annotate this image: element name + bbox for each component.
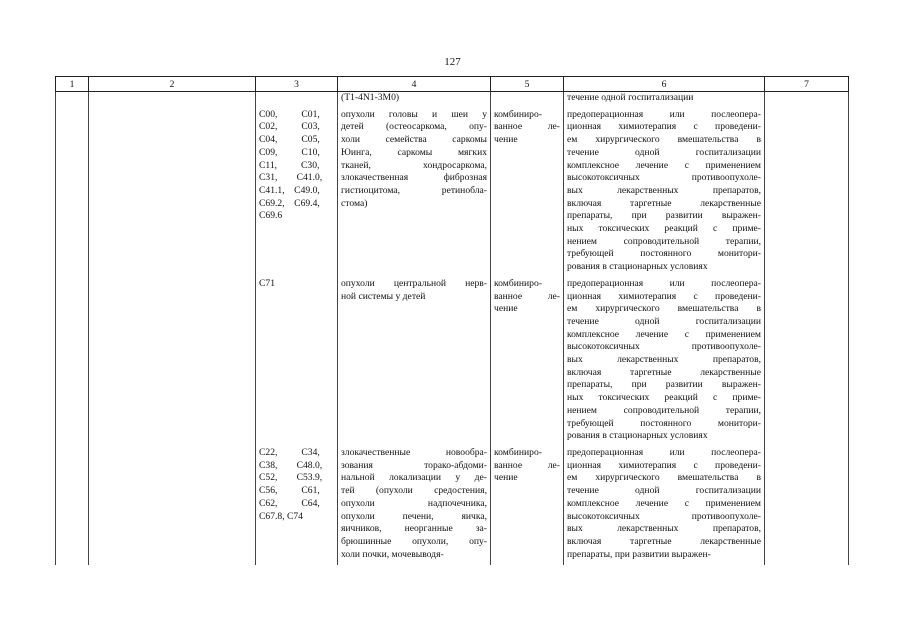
diagnosis-line: яичников, неорганные за- <box>341 523 487 535</box>
cell-col7 <box>765 447 849 565</box>
cell-col1 <box>56 92 89 109</box>
treatment-method-line: нением сопроводительной терапии, <box>567 404 761 416</box>
treatment-method-line: вых лекарственных препаратов, <box>567 184 761 196</box>
treatment-method-line: включая таргетные лекарственные <box>567 366 761 378</box>
cell-col2 <box>89 447 256 565</box>
treatment-method-line: включая таргетные лекарственные <box>567 197 761 209</box>
treatment-method-line: рования в стационарных условиях <box>567 430 708 442</box>
cell-col1 <box>56 278 89 447</box>
code-line: C56, C61, <box>259 485 320 497</box>
treatment-method-line: вых лекарственных препаратов, <box>567 354 761 366</box>
cell-codes <box>256 278 338 447</box>
treatment-method-line: комплексное лечение с применением <box>567 328 761 340</box>
treatment-method-line: нением сопроводительной терапии, <box>567 235 761 247</box>
table-row <box>56 278 849 447</box>
cell-treatment-method <box>564 278 765 447</box>
diagnosis-line: тканей, хондросаркома, <box>341 159 487 171</box>
cell-col1 <box>56 447 89 565</box>
column-number: 2 <box>89 77 256 92</box>
cell-treatment-method <box>564 92 765 109</box>
table-row <box>56 92 849 109</box>
cell-col2 <box>89 278 256 447</box>
column-number: 7 <box>765 77 849 92</box>
treatment-method-line: комплексное лечение с применением <box>567 497 761 509</box>
code-line: C11, C30, <box>259 159 320 171</box>
cell-col1 <box>56 109 89 278</box>
treatment-method-line: предоперационная или послеопера- <box>567 108 761 120</box>
treatment-method-line: течение одной госпитализации <box>567 92 694 103</box>
diagnosis-line: тей (опухоли средостения, <box>341 485 487 497</box>
treatment-type-line: чение <box>494 472 518 484</box>
diagnosis-line: ной системы у детей <box>341 290 426 302</box>
code-line: C22, C34, <box>259 446 320 458</box>
column-number: 6 <box>564 77 765 92</box>
cell-diagnosis <box>338 109 491 278</box>
table-row <box>56 447 849 565</box>
treatment-method-line: предоперационная или послеопера- <box>567 446 761 458</box>
column-number: 4 <box>338 77 491 92</box>
treatment-method-line: включая таргетные лекарственные <box>567 535 761 547</box>
cell-col7 <box>765 109 849 278</box>
treatment-method-line: рования в стационарных условиях <box>567 261 708 273</box>
treatment-method-line: высокотоксичных противоопухоле- <box>567 510 761 522</box>
treatment-method-line: ем хирургического вмешательства в <box>567 303 761 315</box>
treatment-type-line: ванное ле- <box>494 459 560 471</box>
treatment-method-line: ционная химиотерапия с проведени- <box>567 459 761 471</box>
treatment-method-line: вых лекарственных препаратов, <box>567 523 761 535</box>
cell-diagnosis <box>338 92 491 109</box>
cell-col7 <box>765 278 849 447</box>
cell-treatment-type <box>491 447 564 565</box>
cell-codes <box>256 92 338 109</box>
treatment-type-line: ванное ле- <box>494 121 560 133</box>
cell-treatment-type <box>491 92 564 109</box>
cell-diagnosis <box>338 278 491 447</box>
treatment-method-line: требующей постоянного монитори- <box>567 248 761 260</box>
diagnosis-line: детей (остеосаркома, опу- <box>341 121 487 133</box>
code-line: C02, C03, <box>259 121 320 133</box>
column-number: 3 <box>256 77 338 92</box>
treatment-method-line: течение одной госпитализации <box>567 485 761 497</box>
diagnosis-line: опухоли печени, яичка, <box>341 510 487 522</box>
treatment-method-line: ем хирургического вмешательства в <box>567 472 761 484</box>
diagnosis-line: опухоли центральной нерв- <box>341 277 487 289</box>
code-line: C41.1, C49.0, <box>259 184 320 196</box>
code-line: C04, C05, <box>259 134 320 146</box>
data-table <box>55 76 849 565</box>
column-number: 1 <box>56 77 89 92</box>
treatment-type-line: комбиниро- <box>494 277 542 289</box>
column-number: 5 <box>491 77 564 92</box>
treatment-method-line: ционная химиотерапия с проведени- <box>567 121 761 133</box>
code-line: C38, C48.0, <box>259 459 323 471</box>
diagnosis-line: зования торако-абдоми- <box>341 459 487 471</box>
diagnosis-line: (T1-4N1-3M0) <box>341 92 400 103</box>
treatment-method-line: препараты, при развитии выражен- <box>567 548 711 560</box>
cell-treatment-type <box>491 109 564 278</box>
code-line: C09, C10, <box>259 146 320 158</box>
diagnosis-line: холи почки, мочевыводя- <box>341 548 444 560</box>
page-number: 127 <box>444 56 461 68</box>
treatment-method-line: течение одной госпитализации <box>567 146 761 158</box>
treatment-method-line: комплексное лечение с применением <box>567 159 761 171</box>
code-line: C67.8, C74 <box>259 510 303 522</box>
treatment-method-line: течение одной госпитализации <box>567 315 761 327</box>
treatment-method-line: препараты, при развитии выражен- <box>567 210 761 222</box>
code-line: C00, C01, <box>259 108 320 120</box>
cell-col2 <box>89 109 256 278</box>
cell-treatment-type <box>491 278 564 447</box>
cell-diagnosis <box>338 447 491 565</box>
cell-codes <box>256 447 338 565</box>
code-line: C69.2, C69.4, <box>259 197 320 209</box>
treatment-type-line: комбиниро- <box>494 446 542 458</box>
code-line: C71 <box>259 277 275 289</box>
code-line: C52, C53.9, <box>259 472 323 484</box>
diagnosis-line: брюшинные опухоли, опу- <box>341 535 487 547</box>
diagnosis-line: Юинга, саркомы мягких <box>341 146 487 158</box>
treatment-type-line: чение <box>494 134 518 146</box>
treatment-method-line: ционная химиотерапия с проведени- <box>567 290 761 302</box>
treatment-method-line: высокотоксичных противоопухоле- <box>567 341 761 353</box>
diagnosis-line: злокачественная фиброзная <box>341 172 487 184</box>
cell-treatment-method <box>564 109 765 278</box>
column-number-row <box>56 77 849 92</box>
diagnosis-line: злокачественные новообра- <box>341 446 487 458</box>
treatment-method-line: ных токсических реакций с приме- <box>567 392 761 404</box>
cell-treatment-method <box>564 447 765 565</box>
treatment-method-line: ем хирургического вмешательства в <box>567 134 761 146</box>
treatment-method-line: высокотоксичных противоопухоле- <box>567 172 761 184</box>
treatment-type-line: комбиниро- <box>494 108 542 120</box>
treatment-method-line: ных токсических реакций с приме- <box>567 223 761 235</box>
diagnosis-line: нальной локализации у де- <box>341 472 487 484</box>
code-line: C69.6 <box>259 210 283 222</box>
diagnosis-line: опухоли надпочечника, <box>341 497 487 509</box>
table-row <box>56 109 849 278</box>
diagnosis-line: опухоли головы и шеи у <box>341 108 487 120</box>
cell-codes <box>256 109 338 278</box>
cell-col7 <box>765 92 849 109</box>
code-line: C62, C64, <box>259 497 320 509</box>
diagnosis-line: холи семейства саркомы <box>341 134 487 146</box>
treatment-method-line: препараты, при развитии выражен- <box>567 379 761 391</box>
cell-col2 <box>89 92 256 109</box>
diagnosis-line: стома) <box>341 197 368 209</box>
treatment-type-line: ванное ле- <box>494 290 560 302</box>
diagnosis-line: гистиоцитома, ретинобла- <box>341 184 487 196</box>
treatment-type-line: чение <box>494 303 518 315</box>
treatment-method-line: предоперационная или послеопера- <box>567 277 761 289</box>
treatment-method-line: требующей постоянного монитори- <box>567 417 761 429</box>
code-line: C31, C41.0, <box>259 172 323 184</box>
